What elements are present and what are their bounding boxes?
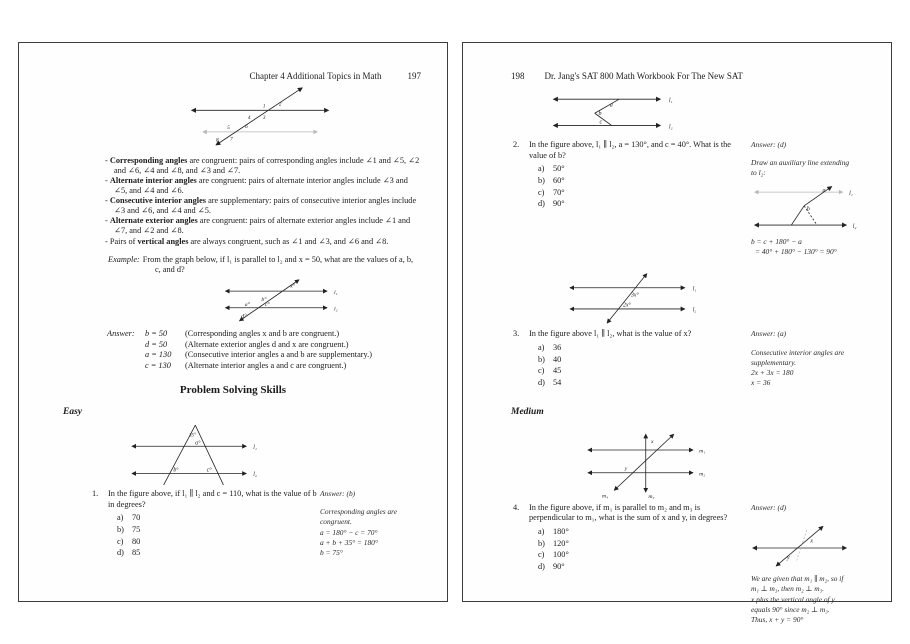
angle-c-label: c°	[206, 467, 212, 474]
l1-label: l₁	[692, 286, 697, 293]
diagonal-line	[776, 526, 823, 566]
option-c: c) 45	[538, 366, 562, 376]
angle-c-label: c°	[264, 302, 270, 309]
option-c: c) 70°	[538, 187, 565, 197]
example-block	[108, 255, 416, 276]
angle-x-label: x	[651, 438, 654, 445]
line-m4-transversal	[614, 434, 674, 490]
transversal-line	[216, 88, 302, 145]
right-page	[462, 42, 892, 625]
segment-to-l2	[791, 206, 804, 225]
zigzag-lower-segment	[595, 113, 612, 125]
question-1-row	[92, 489, 423, 559]
angle-definitions-list	[105, 156, 423, 247]
explanation-line: 2x + 3x = 180	[751, 368, 794, 378]
question-number: 4.	[513, 502, 520, 512]
question-1	[92, 489, 320, 559]
example-answer-row	[145, 340, 447, 351]
options-list	[538, 342, 741, 388]
answer-column-q2	[751, 140, 871, 257]
option-a: a) 180°	[538, 527, 569, 537]
figure-q2	[546, 87, 696, 136]
answer-column-q4	[751, 503, 871, 626]
example-label: Example:	[108, 254, 140, 264]
answer-note: (Alternate exterior angles d and x are congruent.)	[185, 339, 349, 349]
answer-equation: a = 130	[145, 350, 172, 360]
angle-y-label: y	[787, 554, 790, 561]
option-b: b) 75	[117, 525, 141, 535]
explanation-line: x plus the vertical angle of y	[751, 594, 835, 604]
angle-7-label: 7	[230, 136, 233, 143]
question-4	[513, 503, 741, 626]
solution-equation: = 40° + 180° − 130° = 90°	[755, 246, 837, 256]
answer-note: (Consecutive interior angles a and b are supplementary.)	[185, 350, 372, 360]
question-2-row	[513, 140, 871, 257]
angle-6-label: 6	[245, 124, 248, 131]
question-3-row	[513, 329, 871, 388]
angle-5-label: 5	[227, 125, 230, 132]
answer-note-line: Draw an auxiliary line extending	[751, 157, 850, 167]
example-answer-row	[145, 361, 447, 372]
figure-q2-auxiliary	[751, 182, 861, 233]
section-title: Problem Solving Skills	[179, 383, 287, 396]
figure-q4-auxiliary	[751, 521, 859, 571]
angle-x-label: x	[810, 538, 813, 545]
answer-label: Answer: (b)	[320, 488, 356, 498]
answer-label: Answer: (d)	[751, 139, 787, 149]
option-c: c) 100°	[538, 550, 569, 560]
explanation-line: a = 180° − c = 70°	[320, 527, 378, 537]
explanation-line: x = 36	[751, 378, 771, 388]
angle-a-label: a°	[195, 440, 201, 447]
explanation-line: Corresponding angles are	[320, 507, 398, 517]
angle-d-label: d°	[241, 313, 247, 320]
option-b: b) 40	[538, 354, 562, 364]
question-text: In the figure above, if m₁ is parallel to m₂ and m₃ is perpendicular to m₁, what is the sum of x and y, in degrees?	[529, 502, 728, 523]
answer-note: (Corresponding angles x and b are congruent.)	[185, 328, 340, 338]
l1-label: l₁	[334, 290, 338, 297]
question-3	[513, 329, 741, 388]
right-page-header	[511, 71, 891, 81]
angle-b-label: b°	[261, 297, 267, 304]
bullet-vertical-angles: - Pairs of vertical angles are always congruent, such as ∠1 and ∠3, and ∠6 and ∠8.	[105, 236, 389, 246]
figure-example	[222, 278, 362, 324]
question-number: 3.	[513, 329, 520, 339]
question-number: 1.	[92, 488, 99, 498]
l1-label: l₁	[253, 444, 257, 451]
apex-angle-label: 35°	[189, 433, 196, 439]
bullet-alternate-interior-angles: - Alternate interior angles are congruent: pairs of alternate interior angles include ∠3 and ∠5, and ∠4 and ∠6.	[105, 175, 408, 195]
question-text: In the figure above l₁ ∥ l₂, what is the value of x?	[529, 329, 692, 339]
explanation-line: Thus, x + y = 90°	[751, 615, 804, 625]
angle-3-label: 3	[262, 114, 266, 121]
chapter-title: Chapter 4 Additional Topics in Math	[249, 71, 382, 81]
example-answer-row	[145, 350, 447, 361]
options-list	[538, 526, 741, 572]
angle-2x-label: 2x°	[623, 301, 631, 308]
angle-x-label: x°	[290, 283, 296, 290]
angle-4-label: 4	[247, 114, 251, 121]
angle-3x-label: 3x°	[630, 292, 639, 299]
answer-column-q3	[751, 329, 871, 388]
angle-a-label: a	[822, 188, 826, 195]
l2-label: l₂	[334, 306, 338, 313]
option-d: d) 90°	[538, 562, 565, 572]
question-4-row	[513, 503, 871, 626]
l1-label: l₁	[849, 191, 853, 198]
solution-equation: b = c + 180° − a	[751, 236, 802, 246]
option-a: a) 50°	[538, 164, 565, 174]
answer-label: Answer: (a)	[751, 329, 787, 339]
answer-note: (Alternate interior angles a and c are congruent.)	[185, 361, 347, 371]
l1-label: l₁	[668, 98, 673, 104]
m2-label: m₂	[699, 471, 706, 477]
explanation-line: Consecutive interior angles are	[751, 347, 845, 357]
explanation-line: supplementary.	[751, 357, 796, 367]
answer-equation: c = 130	[145, 361, 171, 371]
triangle-right-leg	[195, 425, 223, 485]
option-a: a) 70	[117, 513, 141, 523]
option-b: b) 60°	[538, 175, 565, 185]
question-2	[513, 140, 741, 257]
angle-b-label: b°	[173, 467, 179, 474]
explanation-line: We are given that m₁ ∥ m₂, so if	[751, 574, 844, 584]
example-answer-block	[107, 329, 447, 372]
options-list	[538, 163, 741, 209]
example-answer-row	[107, 329, 447, 340]
question-text: In the figure above, if l₁ ∥ l₂ and c = 110, what is the value of b in degrees?	[108, 488, 317, 509]
explanation-line: b = 75°	[320, 547, 343, 557]
explanation-line: congruent.	[320, 517, 352, 527]
angle-b-label: b	[598, 111, 602, 118]
l2-label: l₂	[692, 307, 697, 314]
figure-q1	[125, 419, 270, 485]
figure-q4	[581, 429, 721, 499]
l2-label: l₂	[253, 472, 257, 479]
difficulty-easy: Easy	[63, 406, 82, 417]
m4-label: m₄	[602, 492, 609, 499]
bullet-consecutive-interior-angles: - Consecutive interior angles are supplementary: pairs of consecutive interior angles include ∠3 and ∠6, and ∠4 and ∠5.	[105, 196, 417, 216]
l2-label: l₂	[668, 124, 673, 131]
angle-c-label: c	[599, 119, 603, 126]
bullet-alternate-exterior-angles: - Alternate exterior angles are congruent: pairs of alternate exterior angles include ∠1 and ∠7, and ∠2 and ∠8.	[105, 216, 411, 236]
page-number-left: 197	[407, 71, 421, 81]
explanation-line: a + b + 35° = 180°	[320, 537, 378, 547]
answer-label: Answer: (d)	[751, 502, 787, 512]
book-title: Dr. Jang's SAT 800 Math Workbook For The New SAT	[544, 71, 743, 81]
explanation-line: m₁ ⊥ m₃, then m₂ ⊥ m₃.	[751, 584, 825, 594]
angle-8-label: 8	[216, 137, 219, 144]
left-page-header	[19, 71, 421, 81]
bullet-corresponding-angles: - Corresponding angles are congruent: pairs of corresponding angles include ∠1 and ∠5, ∠2 and ∠6, ∠4 and ∠8, and ∠3 and ∠7.	[105, 155, 420, 175]
option-d: d) 85	[117, 548, 141, 558]
answer-prefix: Answer:	[107, 328, 135, 338]
vertical-reference-line	[796, 530, 807, 562]
transversal-line	[607, 273, 647, 322]
angle-b-label: b	[806, 206, 810, 213]
answer-note-line: to l₂:	[751, 168, 766, 178]
answer-column-q1	[320, 489, 440, 559]
option-d: d) 90°	[538, 199, 565, 209]
option-b: b) 120°	[538, 538, 569, 548]
angle-2-label: 2	[278, 101, 282, 108]
example-text: From the graph below, if l₁ is parallel to l₂ and x = 50, what are the values of a, b, c, and d?	[142, 254, 414, 274]
m3-label: m₃	[648, 493, 655, 500]
ray-a	[804, 187, 831, 206]
answer-equation: b = 50	[145, 328, 168, 338]
option-d: d) 54	[538, 378, 562, 388]
angle-a-label: a°	[244, 302, 250, 309]
angle-y-label: y	[624, 465, 628, 472]
difficulty-medium: Medium	[511, 406, 544, 417]
options-list	[117, 512, 320, 558]
answer-equation: d = 50	[145, 339, 168, 349]
figure-angle-pairs	[186, 85, 336, 151]
m1-label: m₁	[699, 448, 706, 455]
question-text: In the figure above, l₁ ∥ l₂, a = 130°, and c = 40°. What is the value of b?	[529, 139, 731, 160]
left-page	[18, 42, 448, 602]
option-a: a) 36	[538, 343, 562, 353]
question-number: 2.	[513, 139, 520, 149]
angle-1-label: 1	[262, 103, 266, 110]
option-c: c) 80	[117, 536, 141, 546]
figure-q3	[563, 271, 713, 326]
explanation-line: equals 90° since m₂ ⊥ m₃.	[751, 604, 830, 614]
l2-label: l₂	[852, 224, 857, 231]
angle-a-label: a	[609, 102, 613, 109]
page-number-right: 198	[511, 71, 525, 81]
